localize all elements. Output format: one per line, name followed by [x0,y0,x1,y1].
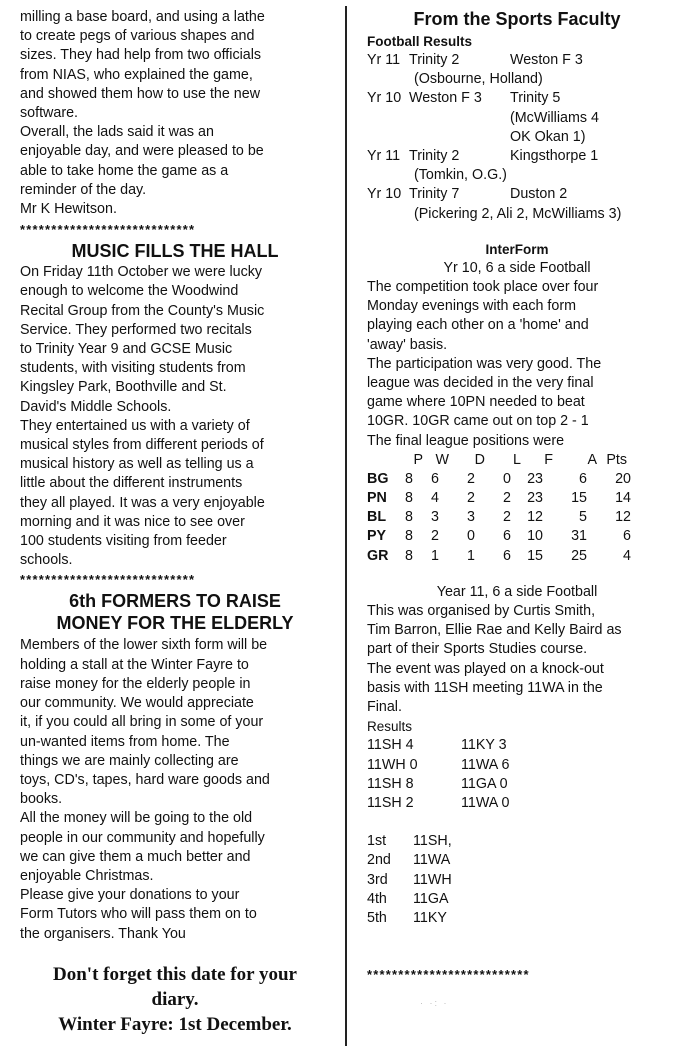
league-cell: 3 [431,509,439,526]
league-header-cell: Pts [606,451,627,468]
league-cell: 15 [527,547,543,564]
text-line: sizes. They had help from two officials [20,47,262,64]
league-header-cell: W [435,451,449,468]
text-line: things we are mainly collecting are [20,752,239,769]
league-cell: 20 [615,470,631,487]
league-cell: 25 [571,547,587,564]
league-cell: 2 [503,490,511,507]
left-column [20,8,330,1037]
scorers-row [367,70,692,89]
final-position-row [367,909,692,928]
final-position-row [367,890,692,909]
text-line: The event was played on a knock-out [367,660,604,677]
league-header-cell: P [413,451,423,468]
final-position-team: 11WA [413,852,451,869]
league-cell: 31 [571,528,587,545]
text-line: basis with 11SH meeting 11WA in the [367,679,603,696]
text-line: books. [20,791,63,808]
league-team: BL [367,509,387,526]
knockout-team-score: 11GA 0 [461,775,508,792]
footer-line-3: Winter Fayre: 1st December. [58,1013,292,1035]
text-line: they all played. It was a very enjoyable [20,494,265,511]
text-line: milling a base board, and using a lathe [20,9,265,25]
league-cell: 2 [431,528,439,545]
text-line: enough to welcome the Woodwind [20,283,239,300]
text-line: morning and it was nice to see over [20,513,245,530]
league-row [367,470,692,489]
text-line: Monday evenings with each form [367,298,577,315]
text-line: un-wanted items from home. The [20,733,230,750]
text-line: David's Middle Schools. [20,398,172,415]
final-position-team: 11SH, [413,833,452,850]
text-line: Members of the lower sixth form will be [20,637,268,654]
knockout-team-score: 11SH 8 [367,775,414,792]
result-home: Trinity 2 [409,147,460,164]
final-position-team: 11WH [413,871,452,888]
final-position-team: 11KY [413,909,447,926]
league-cell: 1 [467,547,475,564]
year11-body [367,602,692,717]
league-row [367,527,692,546]
sixth-form-article-body [20,636,330,943]
league-cell: 6 [503,528,511,545]
league-cell: 5 [579,509,587,526]
knockout-result-row [367,775,692,794]
text-line: The final league positions were [367,432,565,449]
text-line: little about the different instruments [20,475,243,492]
text-line: Final. [367,699,402,716]
year11-results-label: Results [367,719,413,735]
result-year: Yr 10 [367,186,402,203]
football-results [367,51,692,224]
league-cell: 15 [571,490,587,507]
result-home: Trinity 7 [409,186,460,203]
scorers-row [367,128,692,147]
league-cell: 0 [467,528,475,545]
league-team: BG [367,470,389,487]
league-cell: 1 [431,547,439,564]
text-line: people in our community and hopefully [20,829,265,846]
interform-body [367,278,692,451]
final-position-row [367,851,692,870]
knockout-team-score: 11WA 0 [461,795,510,812]
sixth-form-title-line-2: MONEY FOR THE ELDERLY [56,613,294,634]
text-line: part of their Sports Studies course. [367,641,588,658]
league-header-cell: F [544,451,553,468]
football-results-label: Football Results [367,34,473,49]
music-article-body [20,263,330,570]
scorers-row [367,205,692,224]
winter-fayre-note [20,962,330,1037]
knockout-team-score: 11SH 4 [367,737,414,754]
result-away: Kingsthorpe 1 [510,147,599,164]
league-cell: 8 [405,490,413,507]
right-column [367,8,692,983]
result-scorers: (Osbourne, Holland) [414,71,543,88]
final-position-place: 2nd [367,852,391,869]
league-table-body [367,470,692,566]
result-year: Yr 10 [367,90,402,107]
text-line: we can give them a much better and [20,848,251,865]
text-line: Recital Group from the County's Music [20,302,265,319]
text-line: The competition took place over four [367,278,599,295]
league-cell: 2 [467,490,475,507]
league-cell: 8 [405,528,413,545]
final-position-place: 3rd [367,871,388,888]
league-cell: 6 [431,470,439,487]
text-line: Please give your donations to your [20,887,240,904]
league-header-cell: A [587,451,597,468]
final-position-team: 11GA [413,890,449,907]
knockout-team-score: 11WH 0 [367,756,418,773]
text-line: to create pegs of various shapes and [20,28,255,45]
text-line: raise money for the elderly people in [20,675,251,692]
final-position-place: 4th [367,890,387,907]
league-cell: 6 [623,528,631,545]
scorers-row [367,166,692,185]
league-cell: 3 [467,509,475,526]
league-cell: 6 [579,470,587,487]
year11-subtitle: Year 11, 6 a side Football [436,583,598,600]
result-scorers: (Tomkin, O.G.) [414,167,507,184]
column-divider [345,6,347,1046]
knockout-result-row [367,736,692,755]
text-line: our community. We would appreciate [20,695,254,712]
text-line: The participation was very good. The [367,355,602,372]
text-line: playing each other on a 'home' and [367,317,589,334]
footer-line-2: diary. [151,988,199,1010]
league-table [367,451,692,566]
league-cell: 12 [527,509,543,526]
result-scorers: OK Okan 1) [510,128,586,145]
text-line: 'away' basis. [367,336,448,353]
final-position-row [367,871,692,890]
intro-article [20,8,330,219]
text-line: musical styles from different periods of [20,437,264,454]
text-line: schools. [20,552,73,569]
text-line: All the money will be going to the old [20,810,253,827]
sports-faculty-title: From the Sports Faculty [413,9,621,29]
text-line: musical history as well as telling us a [20,456,254,473]
text-line: 100 students visiting from feeder [20,533,227,550]
text-line: the organisers. Thank You [20,925,186,942]
knockout-result-row [367,756,692,775]
league-team: PY [367,528,387,545]
league-table-header [367,451,692,470]
final-position-row [367,832,692,851]
scan-smudge: · ·: · [420,998,449,1008]
text-line: holding a stall at the Winter Fayre to [20,656,249,673]
final-position-place: 5th [367,909,387,926]
league-cell: 2 [503,509,511,526]
text-line: game where 10PN needed to beat [367,394,585,411]
result-year: Yr 11 [367,52,401,68]
knockout-team-score: 11SH 2 [367,795,414,812]
league-cell: 2 [467,470,475,487]
league-row [367,547,692,566]
league-cell: 4 [623,547,631,564]
text-line: Tim Barron, Ellie Rae and Kelly Baird as [367,622,622,639]
text-line: toys, CD's, tapes, hard ware goods and [20,771,270,788]
league-cell: 6 [503,547,511,564]
text-line: it, if you could all bring in some of your [20,714,264,731]
league-header-cell: L [513,451,521,468]
text-line: Kingsley Park, Boothville and St. [20,379,227,396]
league-cell: 0 [503,470,511,487]
text-line: able to take home the game as a [20,162,229,179]
text-line: 10GR. 10GR came out on top 2 - 1 [367,413,589,430]
result-away: Duston 2 [510,186,568,203]
league-cell: 10 [527,528,543,545]
text-line: league was decided in the very final [367,374,594,391]
music-article-title: MUSIC FILLS THE HALL [71,241,279,262]
league-header-cell: D [474,451,485,468]
interform-subtitle: Yr 10, 6 a side Football [443,259,591,276]
final-positions [367,832,692,928]
league-row [367,489,692,508]
separator: **************************** [20,222,196,238]
scorers-row [367,109,692,128]
knockout-team-score: 11WA 6 [461,756,510,773]
text-line: reminder of the day. [20,181,147,198]
text-line: enjoyable day, and were pleased to be [20,143,264,160]
result-year: Yr 11 [367,147,401,164]
year11-results [367,736,692,813]
text-line: Mr K Hewitson. [20,201,117,218]
result-row [367,51,692,70]
result-row [367,89,692,108]
league-row [367,508,692,527]
result-row [367,147,692,166]
result-away: Trinity 5 [510,90,561,107]
final-position-place: 1st [367,833,387,850]
text-line: to Trinity Year 9 and GCSE Music [20,341,233,358]
result-scorers: (Pickering 2, Ali 2, McWilliams 3) [414,205,622,222]
interform-title: InterForm [485,241,549,257]
league-team: PN [367,490,387,507]
text-line: Overall, the lads said it was an [20,124,214,141]
result-away: Weston F 3 [510,52,583,68]
text-line: students, with visiting students from [20,360,246,377]
result-home: Trinity 2 [409,52,460,68]
knockout-result-row [367,794,692,813]
text-line: On Friday 11th October we were lucky [20,264,263,281]
league-cell: 23 [527,470,543,487]
result-home: Weston F 3 [409,90,482,107]
footer-line-1: Don't forget this date for your [53,963,297,985]
result-scorers: (McWilliams 4 [510,109,599,126]
league-cell: 4 [431,490,439,507]
league-cell: 8 [405,509,413,526]
league-cell: 8 [405,470,413,487]
league-cell: 12 [615,509,631,526]
league-team: GR [367,547,389,564]
separator: **************************** [20,572,196,588]
text-line: from NIAS, who explained the game, [20,66,253,83]
text-line: software. [20,105,79,122]
text-line: Service. They performed two recitals [20,321,252,338]
league-cell: 8 [405,547,413,564]
text-line: enjoyable Christmas. [20,867,154,884]
text-line: They entertained us with a variety of [20,417,250,434]
separator: ************************** [367,967,530,983]
league-cell: 14 [615,490,631,507]
result-row [367,185,692,204]
text-line: and showed them how to use the new [20,85,261,102]
text-line: This was organised by Curtis Smith, [367,603,596,620]
sixth-form-title-line-1: 6th FORMERS TO RAISE [69,591,281,612]
text-line: Form Tutors who will pass them on to [20,906,257,923]
knockout-team-score: 11KY 3 [461,737,507,754]
league-cell: 23 [527,490,543,507]
